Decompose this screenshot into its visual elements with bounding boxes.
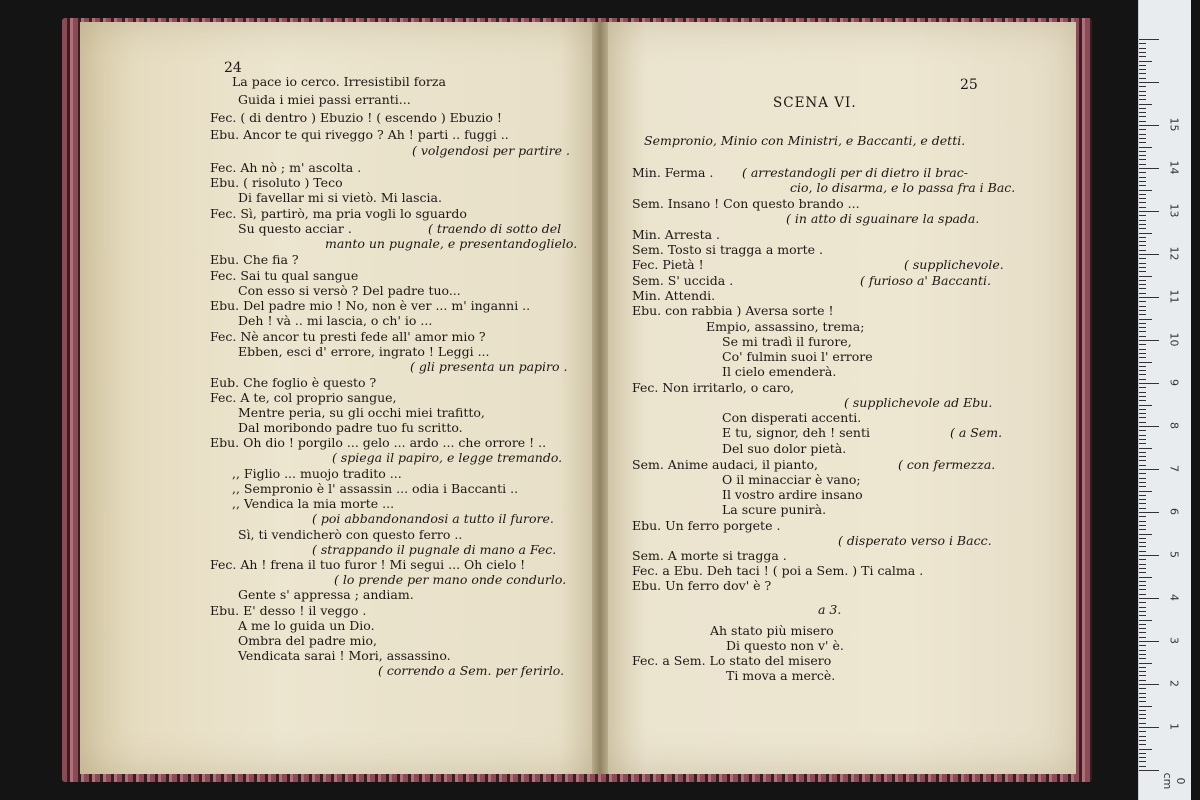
ruler-tick (1139, 220, 1146, 221)
ruler-tick (1139, 486, 1146, 487)
ruler-tick (1139, 271, 1146, 272)
text-line: Con esso si versò ? Del padre tuo... (238, 283, 461, 298)
text-line: Su questo acciar . (238, 221, 352, 236)
text-line: Fec. Ah nò ; m' ascolta . (210, 160, 362, 175)
ruler-tick (1139, 675, 1146, 676)
ruler-tick (1139, 516, 1146, 517)
text-line: Gente s' appressa ; andiam. (238, 587, 414, 602)
ruler-tick (1139, 194, 1146, 195)
text-line: ( lo prende per mano onde condurlo. (334, 572, 567, 587)
text-line: Fec. ( di dentro ) Ebuzio ! ( escendo ) Ebuzio ! (210, 110, 502, 125)
text-line: Guida i miei passi erranti... (238, 92, 411, 107)
ruler-number: 10 (1167, 332, 1181, 347)
ruler-tick (1139, 48, 1146, 49)
text-line: a 3. (818, 602, 842, 617)
ruler-tick (1139, 263, 1146, 264)
ruler-tick (1139, 147, 1152, 148)
ruler-tick (1139, 177, 1146, 178)
text-line: E tu, signor, deh ! senti (722, 425, 870, 440)
book-gutter (592, 22, 608, 774)
text-line: Eub. Che foglio è questo ? (210, 375, 377, 390)
ruler-tick (1139, 233, 1152, 234)
ruler-tick (1139, 469, 1159, 470)
text-line: Ebben, esci d' errore, ingrato ! Leggi ... (238, 344, 490, 359)
ruler-tick (1139, 568, 1146, 569)
ruler-tick (1139, 594, 1146, 595)
ruler-tick (1139, 671, 1146, 672)
ruler-tick (1139, 714, 1146, 715)
text-line: Di questo non v' è. (726, 638, 844, 653)
ruler-tick (1139, 125, 1159, 126)
ruler-tick (1139, 499, 1146, 500)
text-line: Il vostro ardire insano (722, 487, 863, 502)
ruler-tick (1139, 749, 1152, 750)
text-line: Ah stato più misero (710, 623, 834, 638)
text-line: Empio, assassino, trema; (706, 319, 865, 334)
ruler-tick (1139, 99, 1146, 100)
ruler-tick (1139, 366, 1146, 367)
ruler-tick (1139, 258, 1146, 259)
ruler-tick (1139, 559, 1146, 560)
ruler-tick (1139, 104, 1152, 105)
ruler-tick (1139, 349, 1146, 350)
text-line: Il cielo emenderà. (722, 364, 837, 379)
ruler-tick (1139, 757, 1146, 758)
text-line: Ebu. E' desso ! il veggo . (210, 603, 367, 618)
text-line: Fec. a Ebu. Deh taci ! ( poi a Sem. ) Ti calma . (632, 563, 924, 578)
ruler-tick (1139, 628, 1146, 629)
ruler-tick (1139, 56, 1146, 57)
text-line: ( spiega il papiro, e legge tremando. (332, 450, 563, 465)
text-line: Sem. Insano ! Con questo brando ... (632, 196, 860, 211)
ruler-tick (1139, 69, 1146, 70)
text-line: Fec. Sì, partirò, ma pria vogli lo sguardo (210, 206, 467, 221)
text-line: Fec. Non irritarlo, o caro, (632, 380, 795, 395)
ruler-tick (1139, 430, 1146, 431)
text-line: Dal moribondo padre tuo fu scritto. (238, 420, 463, 435)
ruler-tick (1139, 116, 1146, 117)
ruler-tick (1139, 572, 1146, 573)
ruler-tick (1139, 172, 1146, 173)
ruler-tick (1139, 598, 1159, 599)
ruler-tick (1139, 693, 1146, 694)
ruler-tick (1139, 198, 1146, 199)
text-line: La scure punirà. (722, 502, 827, 517)
ruler-tick (1139, 405, 1152, 406)
ruler-tick (1139, 581, 1146, 582)
text-line: ( con fermezza. (898, 457, 996, 472)
ruler-tick (1139, 422, 1146, 423)
ruler-tick (1139, 736, 1146, 737)
text-line: Deh ! và .. mi lascia, o ch' io ... (238, 313, 433, 328)
ruler-number: 12 (1167, 246, 1181, 261)
ruler-tick (1139, 392, 1146, 393)
ruler-tick (1139, 267, 1146, 268)
ruler-tick (1139, 207, 1146, 208)
ruler-tick (1139, 701, 1146, 702)
ruler-tick (1139, 353, 1146, 354)
ruler-tick (1139, 293, 1146, 294)
ruler-tick (1139, 426, 1159, 427)
ruler-tick (1139, 181, 1146, 182)
ruler-tick (1139, 731, 1146, 732)
text-line: ,, Vendica la mia morte ... (232, 496, 395, 511)
ruler-tick (1139, 134, 1146, 135)
ruler-tick (1139, 159, 1146, 160)
ruler-tick (1139, 301, 1146, 302)
ruler-tick (1139, 632, 1146, 633)
text-line: Sem. S' uccida . (632, 273, 734, 288)
ruler-tick (1139, 529, 1146, 530)
text-line: ( furioso a' Baccanti. (860, 273, 991, 288)
ruler-tick (1139, 740, 1146, 741)
ruler-tick (1139, 306, 1146, 307)
text-line: ( correndo a Sem. per ferirlo. (378, 663, 565, 678)
text-line: Del suo dolor pietà. (722, 441, 847, 456)
ruler-tick (1139, 697, 1146, 698)
ruler-number: 6 (1167, 508, 1181, 515)
ruler-tick (1139, 551, 1146, 552)
ruler-tick (1139, 323, 1146, 324)
text-line: Fec. Sai tu qual sangue (210, 268, 359, 283)
ruler-tick (1139, 211, 1159, 212)
ruler-tick (1139, 658, 1146, 659)
ruler-tick (1139, 555, 1159, 556)
text-line: Ebu. Ancor te qui riveggo ? Ah ! parti .. fuggi .. (210, 127, 509, 142)
ruler-tick (1139, 370, 1146, 371)
ruler-number: 14 (1167, 160, 1181, 175)
text-line: ( disperato verso i Bacc. (838, 533, 992, 548)
ruler-unit-label: 0 cm (1161, 772, 1187, 790)
ruler-tick (1139, 577, 1152, 578)
ruler-tick (1139, 250, 1146, 251)
ruler-tick (1139, 456, 1146, 457)
ruler-tick (1139, 310, 1146, 311)
ruler-number: 8 (1167, 422, 1181, 429)
ruler-tick (1139, 215, 1146, 216)
text-line: cio, lo disarma, e lo passa fra i Bac. (790, 180, 1016, 195)
ruler-tick (1139, 452, 1146, 453)
text-line: O il minacciar è vano; (722, 472, 861, 487)
text-line: Co' fulmin suoi l' errore (722, 349, 873, 364)
ruler-tick (1139, 620, 1152, 621)
text-line: ( traendo di sotto del (428, 221, 562, 236)
left-page-number: 24 (224, 60, 242, 76)
text-line: Fec. Nè ancor tu presti fede all' amor mio ? (210, 329, 486, 344)
ruler-tick (1139, 168, 1159, 169)
ruler-tick (1139, 95, 1146, 96)
ruler-tick (1139, 589, 1146, 590)
ruler-number: 15 (1167, 117, 1181, 132)
text-line: ( supplichevole. (904, 257, 1004, 272)
ruler-tick (1139, 546, 1146, 547)
ruler-tick (1139, 761, 1146, 762)
ruler-tick (1139, 202, 1146, 203)
ruler-tick (1139, 525, 1146, 526)
right-page-number: 25 (960, 77, 978, 93)
text-line: Se mi tradì il furore, (722, 334, 852, 349)
text-line: Ebu. con rabbia ) Aversa sorte ! (632, 303, 834, 318)
ruler-tick (1139, 336, 1146, 337)
ruler-number: 9 (1167, 379, 1181, 386)
ruler-tick (1139, 151, 1146, 152)
ruler-tick (1139, 460, 1146, 461)
ruler-tick (1139, 650, 1146, 651)
text-line: Fec. Ah ! frena il tuo furor ! Mi segui ... Oh cielo ! (210, 557, 526, 572)
ruler-tick (1139, 319, 1152, 320)
text-line: manto un pugnale, e presentandoglielo. (325, 236, 578, 251)
ruler-tick (1139, 503, 1146, 504)
ruler-tick (1139, 331, 1146, 332)
text-line: Fec. Pietà ! (632, 257, 704, 272)
ruler-tick (1139, 770, 1159, 771)
text-line: ( arrestandogli per di dietro il brac- (742, 165, 968, 180)
ruler-tick (1139, 357, 1146, 358)
ruler-tick (1139, 512, 1159, 513)
ruler-tick (1139, 478, 1146, 479)
ruler-tick (1139, 585, 1146, 586)
ruler-tick (1139, 706, 1152, 707)
ruler-tick (1139, 224, 1146, 225)
text-line: Fec. a Sem. Lo stato del misero (632, 653, 832, 668)
ruler-tick (1139, 129, 1146, 130)
ruler-number: 3 (1167, 637, 1181, 644)
ruler-tick (1139, 753, 1146, 754)
scene-title: SCENA VI. (773, 95, 857, 111)
text-line: Sì, ti vendicherò con questo ferro .. (238, 527, 463, 542)
ruler-tick (1139, 362, 1152, 363)
ruler-tick (1139, 684, 1159, 685)
text-line: Min. Arresta . (632, 227, 721, 242)
text-line: ( in atto di sguainare la spada. (786, 211, 980, 226)
ruler-tick (1139, 744, 1146, 745)
ruler-tick (1139, 611, 1146, 612)
ruler-tick (1139, 663, 1152, 664)
ruler-tick (1139, 542, 1146, 543)
ruler-tick (1139, 164, 1146, 165)
ruler-tick (1139, 413, 1146, 414)
ruler-number: 1 (1167, 723, 1181, 730)
ruler-tick (1139, 138, 1146, 139)
ruler-tick (1139, 237, 1146, 238)
ruler-tick (1139, 465, 1146, 466)
text-line: Ebu. Oh dio ! porgilo ... gelo ... ardo ... che orrore ! .. (210, 435, 547, 450)
text-line: Con disperati accenti. (722, 410, 862, 425)
ruler-number: 7 (1167, 465, 1181, 472)
text-line: Sem. Anime audaci, il pianto, (632, 457, 818, 472)
ruler-tick (1139, 108, 1146, 109)
ruler-tick (1139, 314, 1146, 315)
ruler-tick (1139, 121, 1146, 122)
ruler-tick (1139, 435, 1146, 436)
ruler-tick (1139, 448, 1152, 449)
text-line: Ebu. Un ferro dov' è ? (632, 578, 772, 593)
ruler-tick (1139, 65, 1146, 66)
text-line: Di favellar mi si vietò. Mi lascia. (238, 190, 442, 205)
ruler-tick (1139, 602, 1146, 603)
ruler-tick (1139, 641, 1159, 642)
ruler-tick (1139, 276, 1152, 277)
ruler-tick (1139, 654, 1146, 655)
text-line: ( gli presenta un papiro . (410, 359, 568, 374)
ruler-tick (1139, 245, 1146, 246)
ruler-tick (1139, 723, 1146, 724)
ruler-tick (1139, 409, 1146, 410)
text-line: Sem. A morte si tragga . (632, 548, 787, 563)
ruler-tick (1139, 228, 1146, 229)
text-line: A me lo guida un Dio. (238, 618, 375, 633)
ruler-tick (1139, 78, 1146, 79)
text-line: Ebu. ( risoluto ) Teco (210, 175, 343, 190)
ruler-tick (1139, 473, 1146, 474)
text-line: Ti mova a mercè. (726, 668, 836, 683)
measurement-ruler (1138, 0, 1191, 800)
text-line: La pace io cerco. Irresistibil forza (232, 74, 446, 89)
ruler-tick (1139, 615, 1146, 616)
ruler-tick (1139, 82, 1159, 83)
ruler-tick (1139, 155, 1146, 156)
ruler-tick (1139, 340, 1159, 341)
ruler-number: 13 (1167, 203, 1181, 218)
ruler-tick (1139, 241, 1146, 242)
ruler-tick (1139, 344, 1146, 345)
ruler-tick (1139, 538, 1146, 539)
ruler-tick (1139, 327, 1146, 328)
ruler-tick (1139, 645, 1146, 646)
text-line: Ebu. Che fia ? (210, 252, 299, 267)
ruler-tick (1139, 288, 1146, 289)
text-line: ( supplichevole ad Ebu. (844, 395, 993, 410)
ruler-number: 2 (1167, 680, 1181, 687)
text-line: Ombra del padre mio, (238, 633, 378, 648)
ruler-tick (1139, 727, 1159, 728)
ruler-tick (1139, 534, 1152, 535)
text-line: ( volgendosi per partire . (412, 143, 570, 158)
text-line: Sem. Tosto si tragga a morte . (632, 242, 824, 257)
ruler-tick (1139, 383, 1159, 384)
ruler-number: 5 (1167, 551, 1181, 558)
ruler-tick (1139, 400, 1146, 401)
ruler-tick (1139, 43, 1146, 44)
ruler-tick (1139, 718, 1146, 719)
ruler-tick (1139, 284, 1146, 285)
text-line: Min. Ferma . (632, 165, 714, 180)
ruler-tick (1139, 86, 1146, 87)
ruler-tick (1139, 91, 1146, 92)
ruler-tick (1139, 521, 1146, 522)
ruler-tick (1139, 667, 1146, 668)
ruler-tick (1139, 185, 1146, 186)
ruler-number: 4 (1167, 594, 1181, 601)
ruler-tick (1139, 710, 1146, 711)
ruler-tick (1139, 379, 1146, 380)
text-line: Fec. A te, col proprio sangue, (210, 390, 397, 405)
ruler-tick (1139, 607, 1146, 608)
ruler-tick (1139, 297, 1159, 298)
ruler-tick (1139, 387, 1146, 388)
ruler-tick (1139, 495, 1146, 496)
ruler-number: 11 (1167, 289, 1181, 304)
text-line: Sempronio, Minio con Ministri, e Baccanti, e detti. (644, 133, 966, 148)
ruler-tick (1139, 61, 1152, 62)
ruler-tick (1139, 564, 1146, 565)
ruler-tick (1139, 254, 1159, 255)
ruler-tick (1139, 142, 1146, 143)
ruler-tick (1139, 280, 1146, 281)
ruler-tick (1139, 766, 1146, 767)
text-line: ( a Sem. (950, 425, 1003, 440)
text-line: ( strappando il pugnale di mano a Fec. (312, 542, 557, 557)
ruler-tick (1139, 508, 1146, 509)
text-line: ,, Figlio ... muojo tradito ... (232, 466, 402, 481)
ruler-tick (1139, 374, 1146, 375)
text-line: Mentre peria, su gli occhi miei trafitto, (238, 405, 485, 420)
ruler-tick (1139, 39, 1159, 40)
text-line: ( poi abbandonandosi a tutto il furore. (312, 511, 554, 526)
ruler-tick (1139, 491, 1152, 492)
ruler-tick (1139, 637, 1146, 638)
text-line: Ebu. Un ferro porgete . (632, 518, 781, 533)
ruler-tick (1139, 443, 1146, 444)
ruler-tick (1139, 688, 1146, 689)
ruler-tick (1139, 52, 1146, 53)
text-line: Min. Attendi. (632, 288, 716, 303)
ruler-tick (1139, 112, 1146, 113)
ruler-tick (1139, 396, 1146, 397)
ruler-tick (1139, 417, 1146, 418)
ruler-tick (1139, 624, 1146, 625)
ruler-tick (1139, 439, 1146, 440)
ruler-tick (1139, 482, 1146, 483)
text-line: ,, Sempronio è l' assassin ... odia i Baccanti .. (232, 481, 519, 496)
text-line: Ebu. Del padre mio ! No, non è ver ... m' inganni .. (210, 298, 531, 313)
ruler-tick (1139, 73, 1146, 74)
ruler-tick (1139, 680, 1146, 681)
text-line: Vendicata sarai ! Mori, assassino. (238, 648, 451, 663)
ruler-tick (1139, 190, 1152, 191)
